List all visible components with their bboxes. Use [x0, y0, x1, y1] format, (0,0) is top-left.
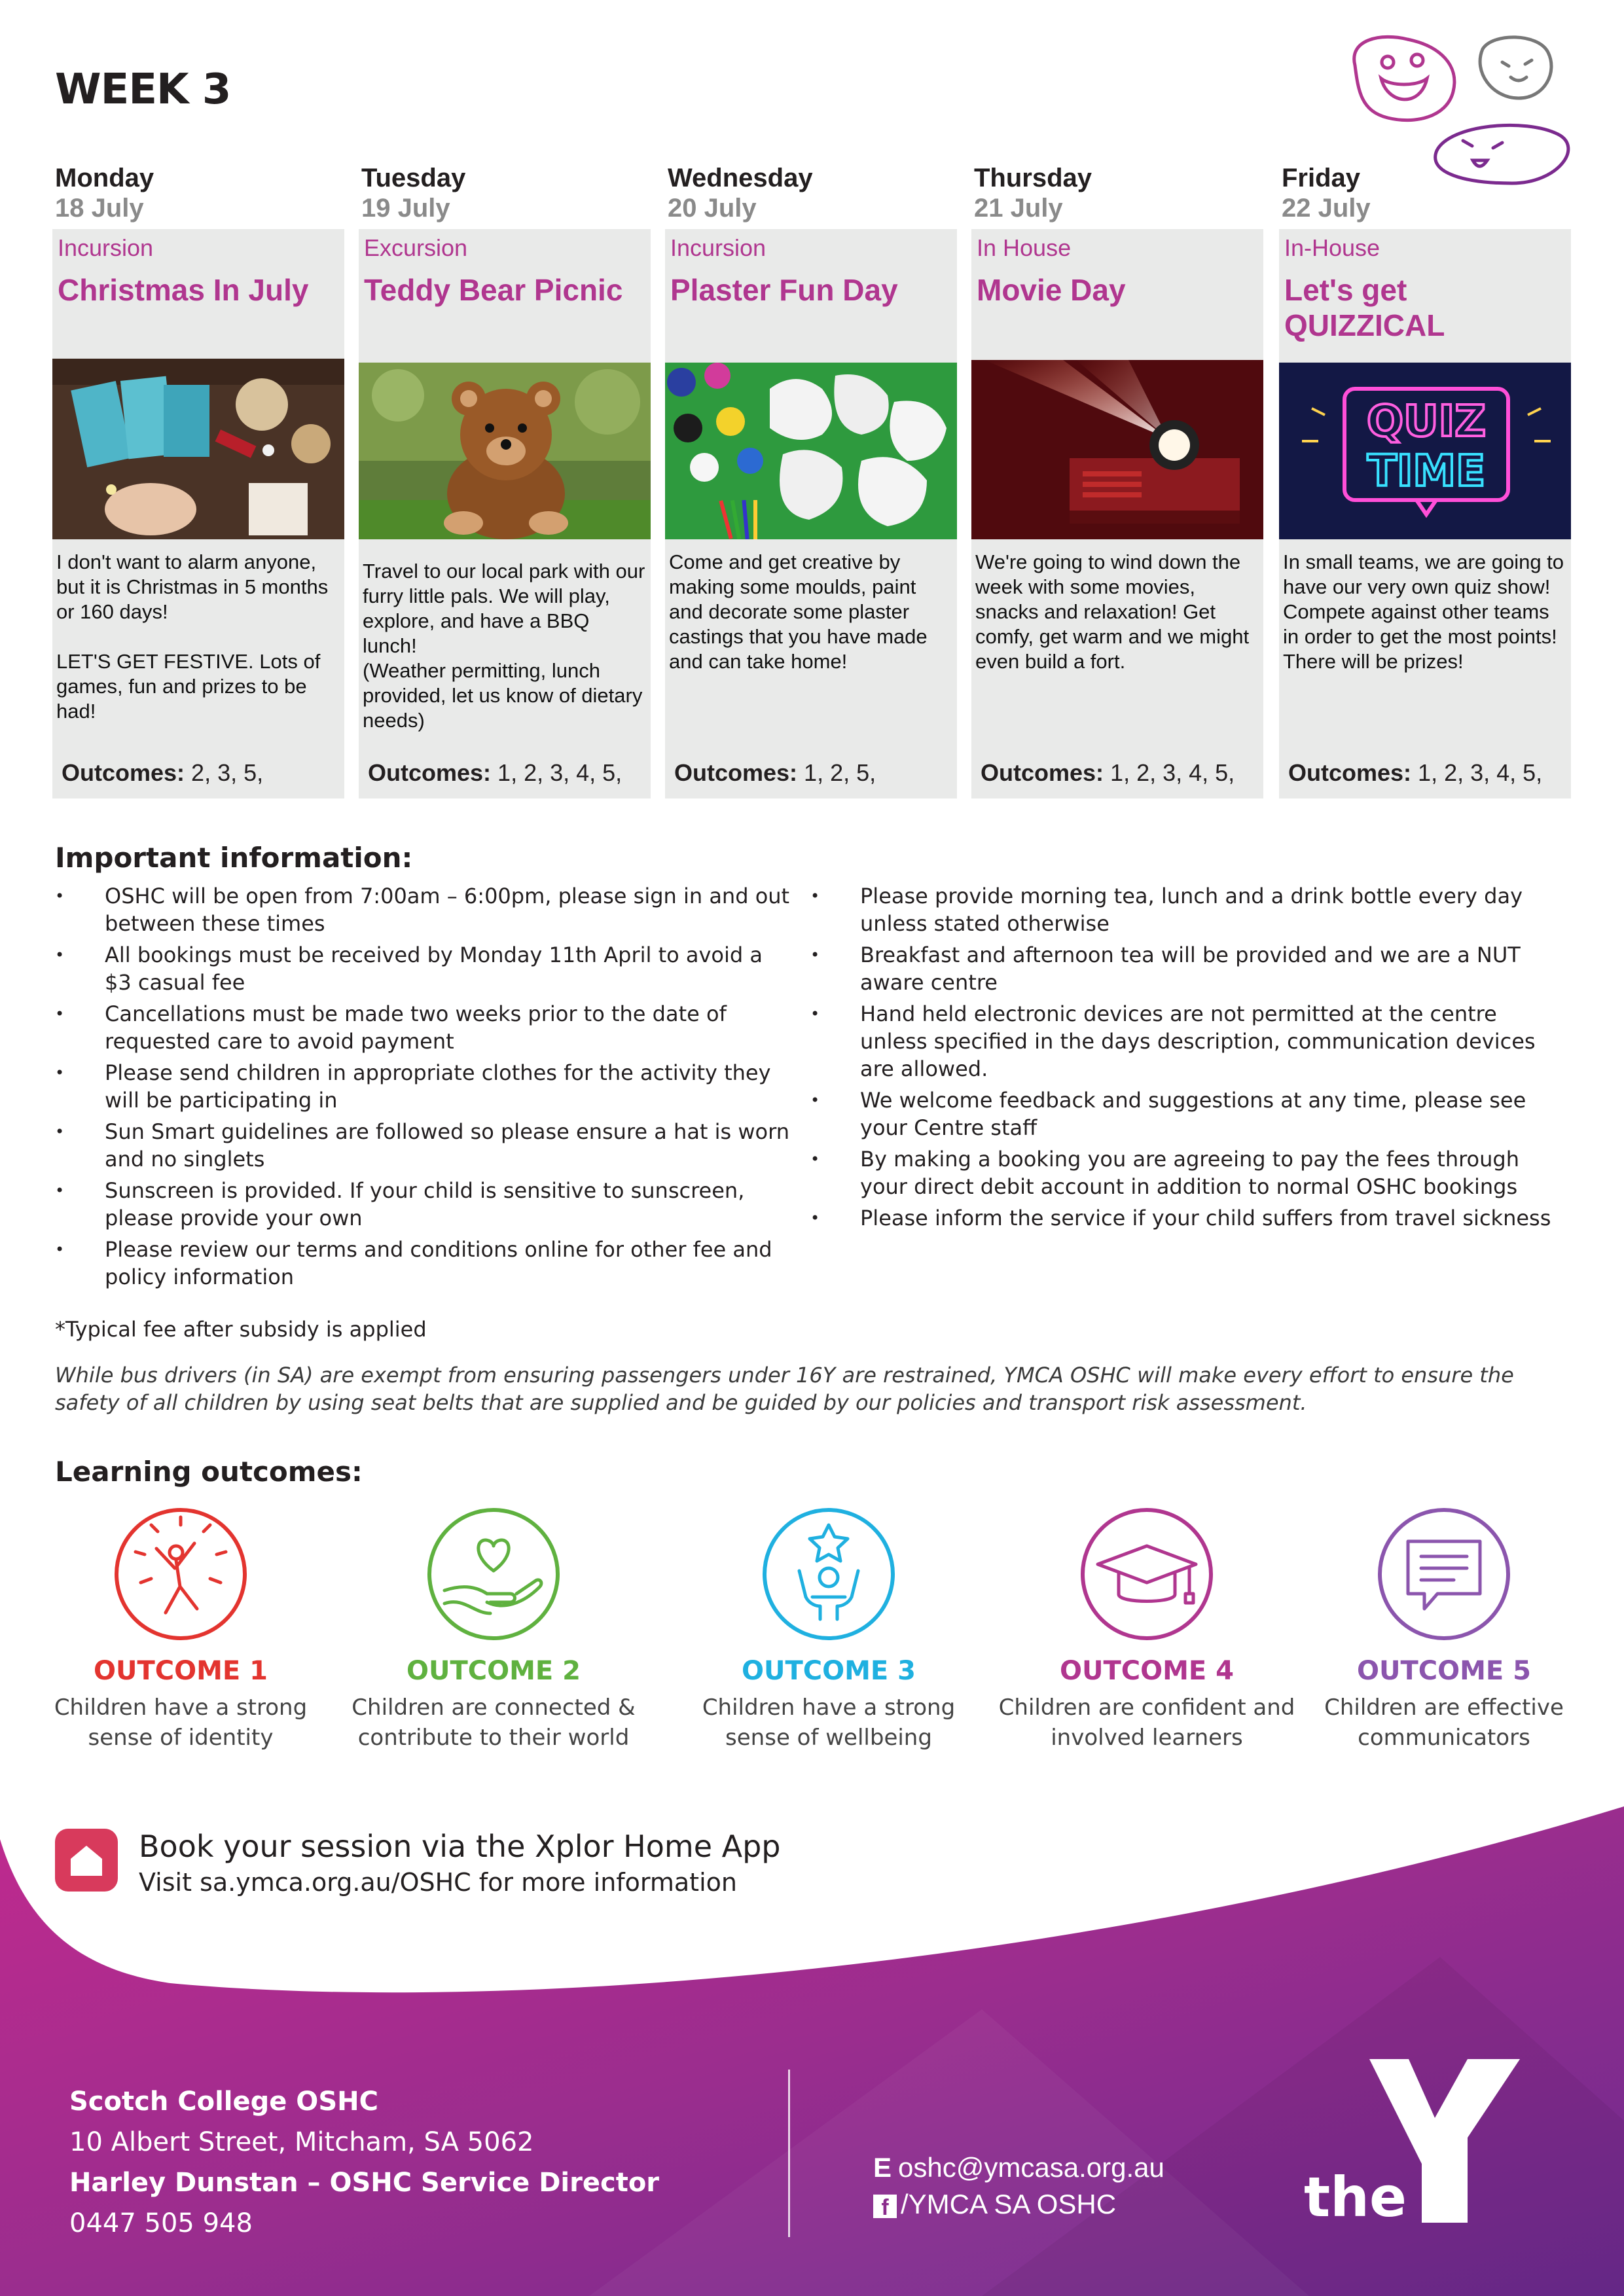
outcome-description: Children are effective communicators — [1324, 1695, 1564, 1751]
outcome-description: Children are connected & contribute to their world — [352, 1695, 636, 1751]
activity-type: In-House — [1284, 234, 1380, 261]
outcome-name: OUTCOME 5 — [1356, 1656, 1531, 1686]
email-link[interactable]: oshc@ymcasa.org.au — [898, 2152, 1164, 2183]
heart-in-hand-icon — [425, 1505, 562, 1643]
activity-outcomes — [1288, 759, 1542, 787]
speech-bubble-icon — [1375, 1505, 1513, 1643]
info-list-right — [810, 882, 1557, 1236]
activity-description: Travel to our local park with our furry little pals. We will play, explore, and have a BBQ lunch! (Weather permitting, lunch provided, let us know of dietary needs) — [363, 560, 645, 732]
activity-description: Come and get creative by making some moulds, paint and decorate some plaster castings that you have made and can take home! — [669, 550, 928, 673]
day-card — [52, 229, 344, 798]
activity-type: Incursion — [670, 234, 767, 261]
quiz-time-neon-photo — [1279, 363, 1571, 539]
day-column-wednesday — [665, 164, 957, 798]
outcome-3 — [678, 1505, 979, 1753]
outcomes-values: 1, 2, 5, — [797, 759, 876, 786]
outcome-4 — [996, 1505, 1297, 1753]
outcome-description: Children have a strong sense of identity — [54, 1695, 308, 1751]
activity-title: Movie Day — [977, 273, 1126, 307]
neon-quiz-text: QUIZ — [1366, 396, 1487, 446]
info-item: • Breakfast and afternoon tea will be provided and we are a NUT aware centre — [810, 941, 1557, 996]
info-item: • Sun Smart guidelines are followed so please ensure a hat is worn and no singlets — [55, 1118, 795, 1173]
activity-description: I don't want to alarm anyone, but it is Christmas in 5 months or 160 days! LET'S GET FESTIVE. Lots of games, fun and prizes to be had! — [56, 550, 329, 723]
outcomes-label: Outcomes: — [62, 759, 185, 786]
outcome-5 — [1293, 1505, 1595, 1753]
phone-number[interactable]: 0447 505 948 — [69, 2208, 253, 2238]
info-item: • By making a booking you are agreeing to pay the fees through your direct debit account in addition to normal OSHC bookings — [810, 1145, 1557, 1200]
activity-title: Let's get QUIZZICAL — [1284, 273, 1445, 342]
outcome-2 — [343, 1505, 644, 1753]
booking-visit-text: Visit — [139, 1868, 200, 1897]
day-date: 22 July — [1282, 194, 1371, 223]
email-icon: E — [873, 2152, 892, 2183]
projector-photo — [971, 360, 1263, 539]
day-column-friday — [1279, 164, 1571, 798]
activity-outcomes — [368, 759, 622, 787]
week-schedule — [52, 164, 1571, 798]
booking-subtitle — [139, 1868, 737, 1897]
celebrating-person-icon — [112, 1505, 249, 1643]
teddy-bear-photo — [359, 363, 651, 539]
graduation-cap-icon — [1078, 1505, 1216, 1643]
outcome-1 — [30, 1505, 331, 1753]
info-item: • OSHC will be open from 7:00am – 6:00pm, please sign in and out between these times — [55, 882, 795, 937]
day-card — [971, 229, 1263, 798]
activity-description: We're going to wind down the week with some movies, snacks and relaxation! Get comfy, get warm and we might even build a fort. — [975, 550, 1250, 673]
info-item: • Hand held electronic devices are not permitted at the centre unless specified in the days description, communication devices are allowed. — [810, 1000, 1557, 1083]
activity-title: Teddy Bear Picnic — [364, 273, 623, 307]
day-column-monday — [52, 164, 344, 798]
outcome-name: OUTCOME 1 — [93, 1656, 268, 1686]
outcome-name: OUTCOME 4 — [1059, 1656, 1234, 1686]
director-name: Harley Dunstan – OSHC Service Director — [69, 2168, 660, 2198]
activity-description: In small teams, we are going to have our very own quiz show! Compete against other teams in order to get the most points! There will be prizes! — [1283, 550, 1564, 673]
day-name: Tuesday — [361, 164, 466, 192]
day-date: 19 July — [361, 194, 450, 223]
info-item: • All bookings must be received by Monday 11th April to avoid a $3 casual fee — [55, 941, 795, 996]
activity-title: Christmas In July — [58, 273, 309, 307]
bus-safety-note: While bus drivers (in SA) are exempt from ensuring passengers under 16Y are restrained, YMCA OSHC will make every effort to ensure the safety of all children by using seat belts that are supplied and be guided by our policies and transport risk assessment. — [55, 1363, 1514, 1415]
day-date: 18 July — [55, 194, 144, 223]
plaster-moulds-photo — [665, 363, 957, 539]
info-item: • Please provide morning tea, lunch and a drink bottle every day unless stated otherwise — [810, 882, 1557, 937]
activity-title: Plaster Fun Day — [670, 273, 898, 307]
page-title: WEEK 3 — [55, 65, 231, 114]
ymca-y-logo — [1304, 2059, 1526, 2229]
outcomes-values: 1, 2, 3, 4, 5, — [1411, 759, 1543, 786]
outcome-description: Children are confident and involved learners — [998, 1695, 1295, 1751]
outcomes-values: 1, 2, 3, 4, 5, — [491, 759, 623, 786]
activity-outcomes — [981, 759, 1235, 787]
facebook-link[interactable]: /YMCA SA OSHC — [901, 2189, 1117, 2219]
centre-name: Scotch College OSHC — [69, 2087, 378, 2117]
booking-title: Book your session via the Xplor Home App — [139, 1829, 781, 1864]
important-info-heading: Important information: — [55, 842, 413, 874]
info-list-left — [55, 882, 795, 1295]
info-item: • Cancellations must be made two weeks prior to the date of requested care to avoid payment — [55, 1000, 795, 1055]
day-name: Wednesday — [668, 164, 813, 192]
activity-outcomes — [674, 759, 876, 787]
fee-note: *Typical fee after subsidy is applied — [55, 1317, 427, 1342]
day-name: Thursday — [974, 164, 1092, 192]
day-column-tuesday — [359, 164, 651, 798]
outcome-description: Children have a strong sense of wellbeing — [702, 1695, 956, 1751]
info-item: • Please inform the service if your child suffers from travel sickness — [810, 1204, 1557, 1232]
day-date: 20 July — [668, 194, 757, 223]
outcomes-label: Outcomes: — [981, 759, 1104, 786]
outcomes-values: 2, 3, 5, — [185, 759, 264, 786]
outcomes-label: Outcomes: — [674, 759, 798, 786]
home-app-icon[interactable] — [55, 1829, 118, 1892]
contact-block — [69, 2081, 659, 2244]
info-item: • Please send children in appropriate clothes for the activity they will be participating in — [55, 1059, 795, 1114]
person-star-icon — [760, 1505, 897, 1643]
day-card — [359, 229, 651, 798]
day-card — [665, 229, 957, 798]
facebook-icon: f — [873, 2195, 897, 2218]
outcome-name: OUTCOME 3 — [741, 1656, 916, 1686]
footer-divider — [788, 2070, 790, 2237]
day-card — [1279, 229, 1571, 798]
activity-type: Incursion — [58, 234, 154, 261]
centre-address: 10 Albert Street, Mitcham, SA 5062 — [69, 2127, 534, 2157]
activity-outcomes — [62, 759, 263, 787]
outcome-name: OUTCOME 2 — [406, 1656, 581, 1686]
outcomes-label: Outcomes: — [1288, 759, 1412, 786]
day-name: Monday — [55, 164, 154, 192]
ymca-oshc-link[interactable]: sa.ymca.org.au/OSHC — [200, 1868, 471, 1897]
outcomes-values: 1, 2, 3, 4, 5, — [1104, 759, 1235, 786]
activity-type: Excursion — [364, 234, 468, 261]
info-item: • Sunscreen is provided. If your child is sensitive to sunscreen, please provide your own — [55, 1177, 795, 1232]
day-date: 21 July — [974, 194, 1063, 223]
neon-time-text: TIME — [1367, 446, 1486, 496]
learning-outcomes-heading: Learning outcomes: — [55, 1456, 363, 1488]
day-name: Friday — [1282, 164, 1361, 192]
logo-the-text: the — [1304, 2165, 1407, 2229]
christmas-crafts-photo — [52, 359, 344, 539]
online-contact — [873, 2149, 1164, 2223]
booking-info-text: for more information — [471, 1868, 737, 1897]
info-item: • We welcome feedback and suggestions at any time, please see your Centre staff — [810, 1086, 1557, 1141]
day-column-thursday — [971, 164, 1263, 798]
outcomes-label: Outcomes: — [368, 759, 492, 786]
info-item: • Please review our terms and conditions online for other fee and policy information — [55, 1236, 795, 1291]
activity-type: In House — [977, 234, 1072, 261]
